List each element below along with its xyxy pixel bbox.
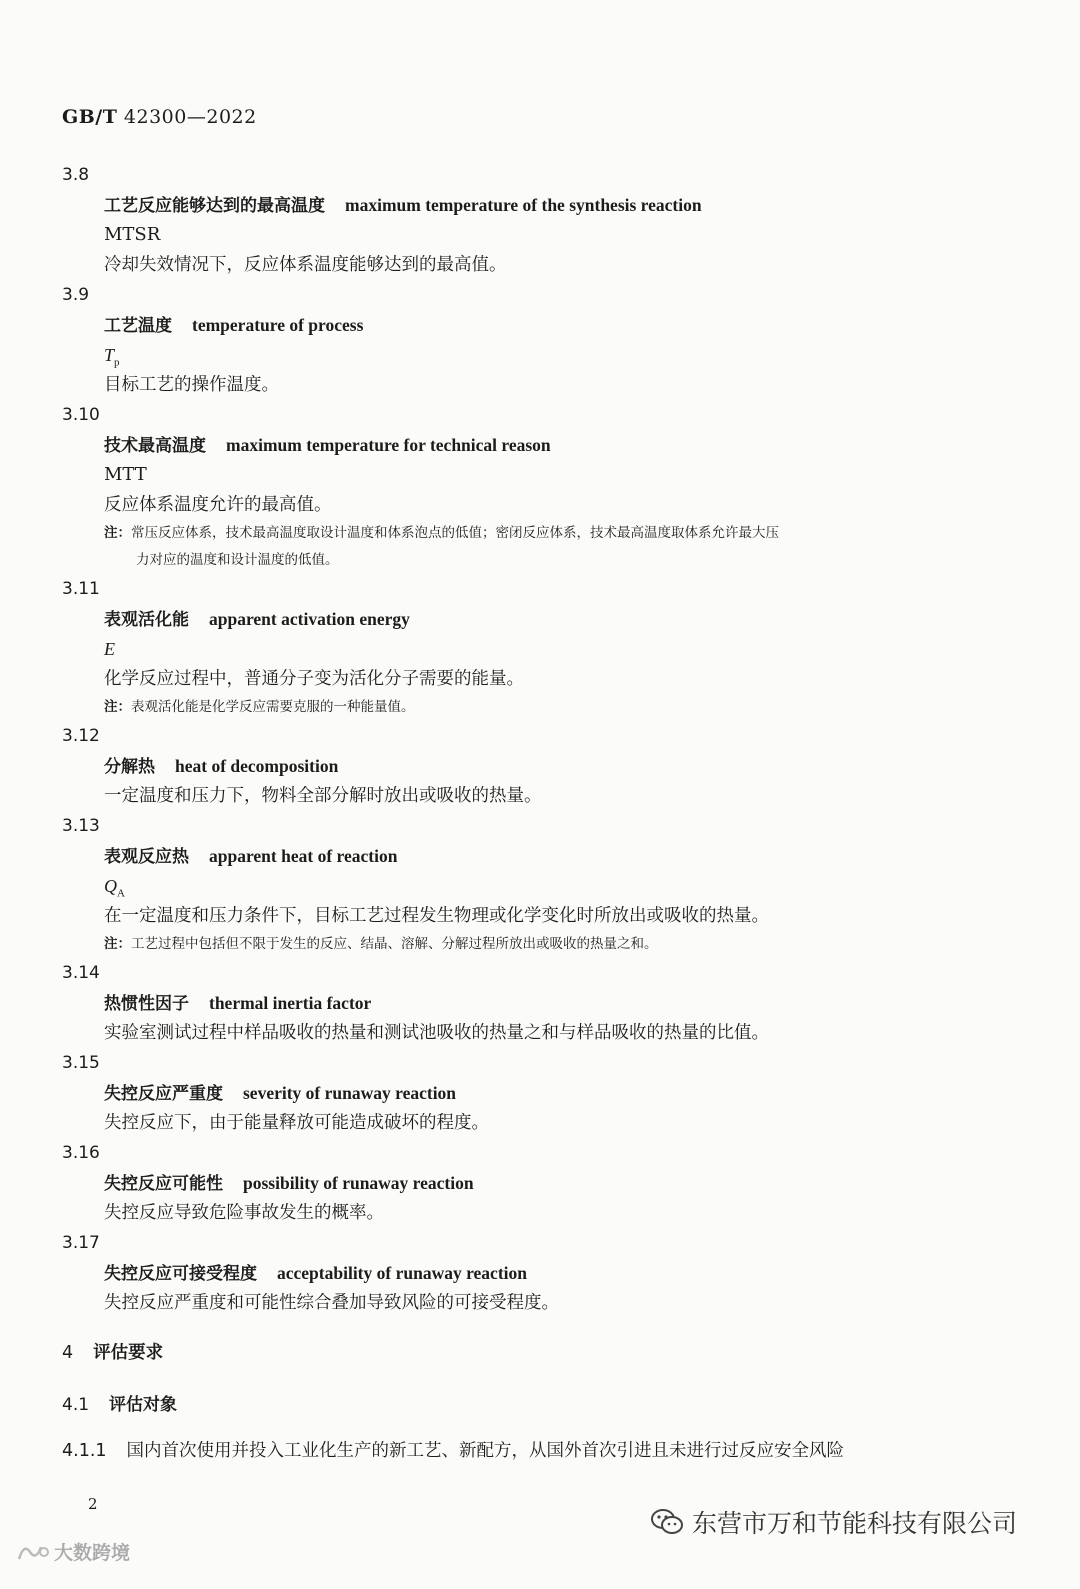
term-symbol [104, 340, 1022, 370]
subsection-number: 4.1 [62, 1395, 90, 1415]
standard-code: GB/T [62, 106, 118, 128]
term-symbol: MTT [104, 464, 147, 485]
term-en: maximum temperature of the synthesis reaction [345, 195, 702, 215]
entry-body [62, 430, 1022, 574]
note-label: 注： [104, 525, 131, 541]
wechat-watermark [650, 1504, 1017, 1540]
term-line [104, 1078, 1022, 1108]
symbol-main: T [104, 345, 115, 365]
term-zh: 表观活化能 [104, 610, 189, 630]
term-zh: 失控反应严重度 [104, 1084, 223, 1104]
document-content [62, 160, 1022, 1466]
note-line-continued: 力对应的温度和设计温度的低值。 [136, 552, 339, 568]
term-line [104, 751, 1022, 781]
term-definition: 在一定温度和压力条件下，目标工艺过程发生物理或化学变化时所放出或吸收的热量。 [104, 906, 769, 926]
note-line [104, 931, 1022, 958]
term-symbol [104, 871, 1022, 901]
page-number: 2 [88, 1495, 98, 1513]
wechat-icon [650, 1507, 684, 1537]
symbol-sub: p [114, 356, 120, 369]
entry-body [62, 988, 1022, 1048]
term-en: temperature of process [192, 315, 364, 335]
term-en: acceptability of runaway reaction [277, 1263, 527, 1283]
note-line [104, 520, 1022, 547]
term-symbol: MTSR [104, 224, 161, 245]
term-note [104, 694, 1022, 721]
brand-logo-icon [16, 1541, 50, 1563]
term-line [104, 310, 1022, 340]
entry-number: 3.14 [62, 963, 100, 983]
section-heading [62, 1338, 1022, 1368]
term-line [104, 841, 1022, 871]
clause-number: 4.1.1 [62, 1441, 107, 1461]
note-label: 注： [104, 699, 131, 715]
watermark-brand: 大数跨境 [54, 1542, 131, 1564]
term-en: heat of decomposition [175, 756, 339, 776]
term-note [104, 931, 1022, 958]
entry-body [62, 1168, 1022, 1228]
term-definition: 失控反应严重度和可能性综合叠加导致风险的可接受程度。 [104, 1293, 559, 1313]
term-line [104, 430, 1022, 460]
entry-number: 3.8 [62, 165, 90, 185]
term-en: possibility of runaway reaction [243, 1173, 474, 1193]
standard-number: 42300—2022 [123, 106, 257, 128]
entry-body [62, 1078, 1022, 1138]
symbol-sub: A [117, 887, 125, 900]
term-zh: 分解热 [104, 757, 155, 777]
entry-body [62, 310, 1022, 400]
term-zh: 表观反应热 [104, 847, 189, 867]
entry-number: 3.16 [62, 1143, 100, 1163]
term-en: maximum temperature for technical reason [226, 435, 551, 455]
term-zh: 技术最高温度 [104, 436, 206, 456]
term-definition: 实验室测试过程中样品吸收的热量和测试池吸收的热量之和与样品吸收的热量的比值。 [104, 1023, 769, 1043]
entry-body [62, 1258, 1022, 1318]
entry-number: 3.15 [62, 1053, 100, 1073]
term-zh: 工艺反应能够达到的最高温度 [104, 196, 325, 216]
clause-paragraph [62, 1436, 1022, 1466]
term-line [104, 604, 1022, 634]
term-zh: 工艺温度 [104, 316, 172, 336]
term-definition: 冷却失效情况下，反应体系温度能够达到的最高值。 [104, 255, 507, 275]
note-text: 常压反应体系，技术最高温度取设计温度和体系泡点的低值；密闭反应体系，技术最高温度取体系允许最大压 [131, 525, 779, 541]
term-line [104, 1258, 1022, 1288]
entry-body [62, 190, 1022, 280]
term-line [104, 1168, 1022, 1198]
term-en: severity of runaway reaction [243, 1083, 457, 1103]
term-definition: 反应体系温度允许的最高值。 [104, 495, 332, 515]
term-line [104, 988, 1022, 1018]
watermark-company: 东营市万和节能科技有限公司 [692, 1509, 1018, 1538]
entry-body [62, 604, 1022, 721]
note-line [104, 694, 1022, 721]
subsection-heading [62, 1390, 1022, 1420]
document-header [62, 106, 257, 128]
clause-text: 国内首次使用并投入工业化生产的新工艺、新配方，从国外首次引进且未进行过反应安全风险 [126, 1441, 845, 1461]
term-symbol [104, 634, 1022, 664]
term-line [104, 190, 1022, 220]
symbol-main: E [104, 639, 115, 659]
symbol-main: Q [104, 876, 117, 896]
note-text: 工艺过程中包括但不限于发生的反应、结晶、溶解、分解过程所放出或吸收的热量之和。 [131, 936, 658, 952]
term-zh: 失控反应可能性 [104, 1174, 223, 1194]
entry-number: 3.13 [62, 816, 100, 836]
term-definition: 失控反应下，由于能量释放可能造成破坏的程度。 [104, 1113, 489, 1133]
term-en: apparent activation energy [209, 609, 410, 629]
brand-watermark [16, 1538, 130, 1565]
entry-number: 3.11 [62, 579, 100, 599]
term-definition: 一定温度和压力下，物料全部分解时放出或吸收的热量。 [104, 786, 542, 806]
entry-number: 3.12 [62, 726, 100, 746]
entry-number: 3.17 [62, 1233, 100, 1253]
note-label: 注： [104, 936, 131, 952]
section-title: 评估要求 [93, 1343, 164, 1363]
term-definition: 目标工艺的操作温度。 [104, 375, 279, 395]
entry-body [62, 841, 1022, 958]
term-note [104, 520, 1022, 574]
entry-body [62, 751, 1022, 811]
term-definition: 失控反应导致危险事故发生的概率。 [104, 1203, 384, 1223]
note-text: 表观活化能是化学反应需要克服的一种能量值。 [131, 699, 415, 715]
section-number: 4 [62, 1343, 74, 1363]
subsection-title: 评估对象 [109, 1395, 178, 1415]
entry-number: 3.10 [62, 405, 100, 425]
term-en: thermal inertia factor [209, 993, 372, 1013]
term-definition: 化学反应过程中，普通分子变为活化分子需要的能量。 [104, 669, 524, 689]
term-zh: 热惯性因子 [104, 994, 189, 1014]
term-en: apparent heat of reaction [209, 846, 398, 866]
entry-number: 3.9 [62, 285, 90, 305]
term-zh: 失控反应可接受程度 [104, 1264, 257, 1284]
